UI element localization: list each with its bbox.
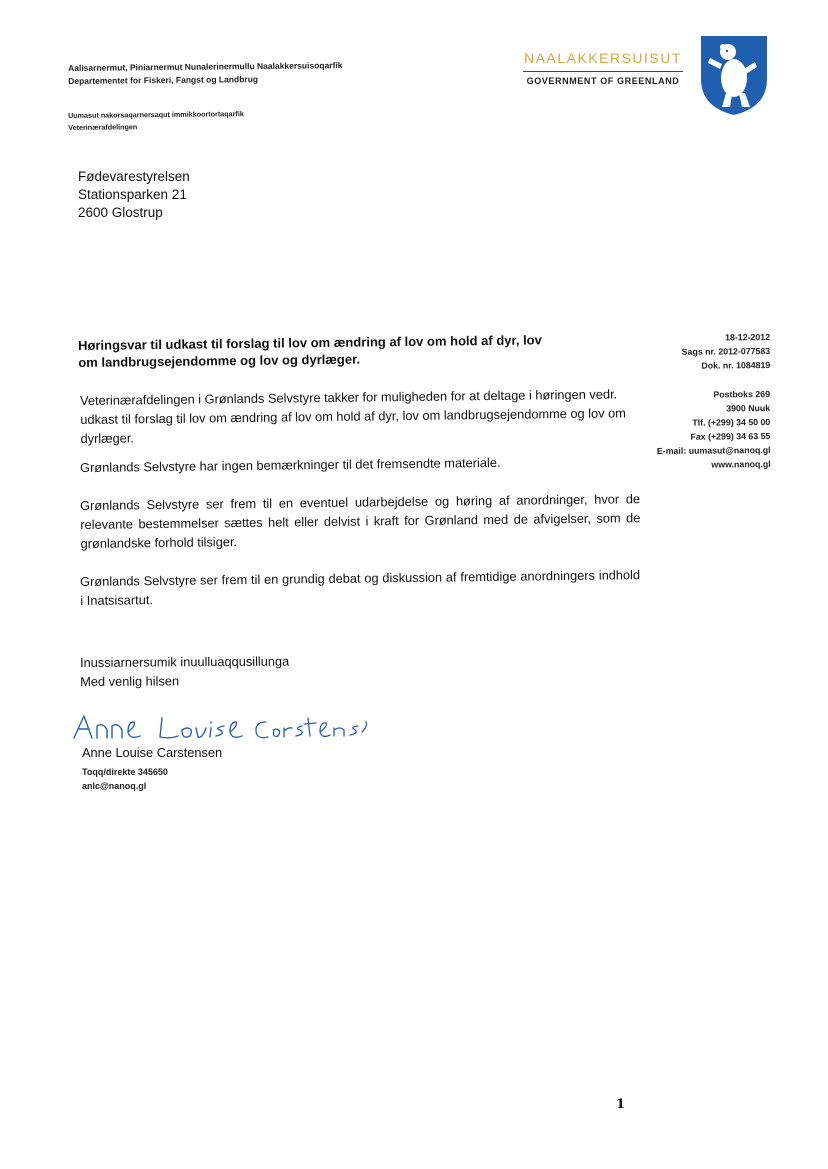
- polar-bear-crest-icon: [697, 33, 771, 117]
- department-line-da: Departementet for Fiskeri, Fangst og Landbrug: [68, 74, 259, 86]
- postbox: Postboks 269: [713, 388, 771, 400]
- subject-line: om landbrugsejendomme og lov og dyrlæger.: [78, 351, 361, 370]
- signatory-email: anlc@nanoq.gl: [82, 781, 147, 791]
- handwritten-signature: [70, 708, 370, 748]
- email: E-mail: uumasut@nanoq.gl: [656, 444, 771, 456]
- case-number: Sags nr. 2012-077583: [681, 345, 771, 357]
- direct-phone: Toqq/direkte 345650: [82, 767, 168, 777]
- unit-line-da: Veterinærafdelingen: [68, 122, 138, 132]
- department-line-kl: Aalisarnermut, Piniarnermut Nunalerinermullu Naalakkersuisoqarfik: [68, 60, 343, 73]
- postal-city: 3900 Nuuk: [726, 402, 771, 414]
- fax: Fax (+299) 34 63 55: [690, 430, 771, 442]
- recipient-line: 2600 Glostrup: [78, 205, 163, 220]
- department-name: [68, 59, 343, 88]
- letter-date: 18-12-2012: [725, 331, 771, 343]
- signatory-name: Anne Louise Carstensen: [82, 745, 223, 760]
- signatory-contact: [82, 765, 168, 793]
- page-number: 1: [616, 1097, 626, 1112]
- phone: Tlf. (+299) 34 50 00: [692, 416, 771, 428]
- greeting-danish: Med venlig hilsen: [80, 673, 180, 689]
- letter-subject: [78, 331, 598, 371]
- logo-subtitle: GOVERNMENT OF GREENLAND: [526, 76, 680, 86]
- document-number: Dok. nr. 1084819: [701, 359, 771, 371]
- logo-name: NAALAKKERSUISUT: [524, 50, 682, 66]
- recipient-line: Stationsparken 21: [78, 187, 187, 202]
- body-paragraph-no-remarks: Grønlands Selvstyre har ingen bemærkninger til det fremsendte materiale.: [80, 454, 501, 475]
- subject-line: Høringsvar til udkast til forslag til lov om ændring af lov om hold af dyr, lov: [78, 332, 542, 353]
- recipient-address: [78, 168, 190, 222]
- website: www.nanoq.gl: [711, 458, 771, 470]
- case-reference: [600, 330, 770, 373]
- logo-divider: [523, 71, 683, 72]
- body-paragraph-ordinances: Grønlands Selvstyre ser frem til en eventuel udarbejdelse og høring af anordninger, hvor de relevante bestemmelser sættes helt eller delvist i kraft for Grønland med de afvigelser, som de grønlandske forhold tilsiger.: [80, 491, 641, 551]
- recipient-line: Fødevarestyrelsen: [78, 169, 190, 184]
- greeting-greenlandic: Inussiarnersumik inuulluaqqusillunga: [80, 653, 290, 670]
- unit-line-kl: Uumasut nakorsaqarnersaqut immikkoortortaqarfik: [68, 109, 244, 120]
- closing-greeting: [80, 652, 289, 691]
- unit-name: [68, 108, 244, 134]
- body-paragraph-debate: Grønlands Selvstyre ser frem til en grundig debat og diskussion af fremtidige anordningers indhold i Inatsisartut.: [80, 567, 641, 608]
- body-paragraph-thanks: Veterinærafdelingen i Grønlands Selvstyre takker for muligheden for at deltage i høringen vedr. udkast til forslag til lov om ændring af lov om hold af dyr, lov om landbrugsejendomme og lov om dyrlæger.: [80, 386, 626, 446]
